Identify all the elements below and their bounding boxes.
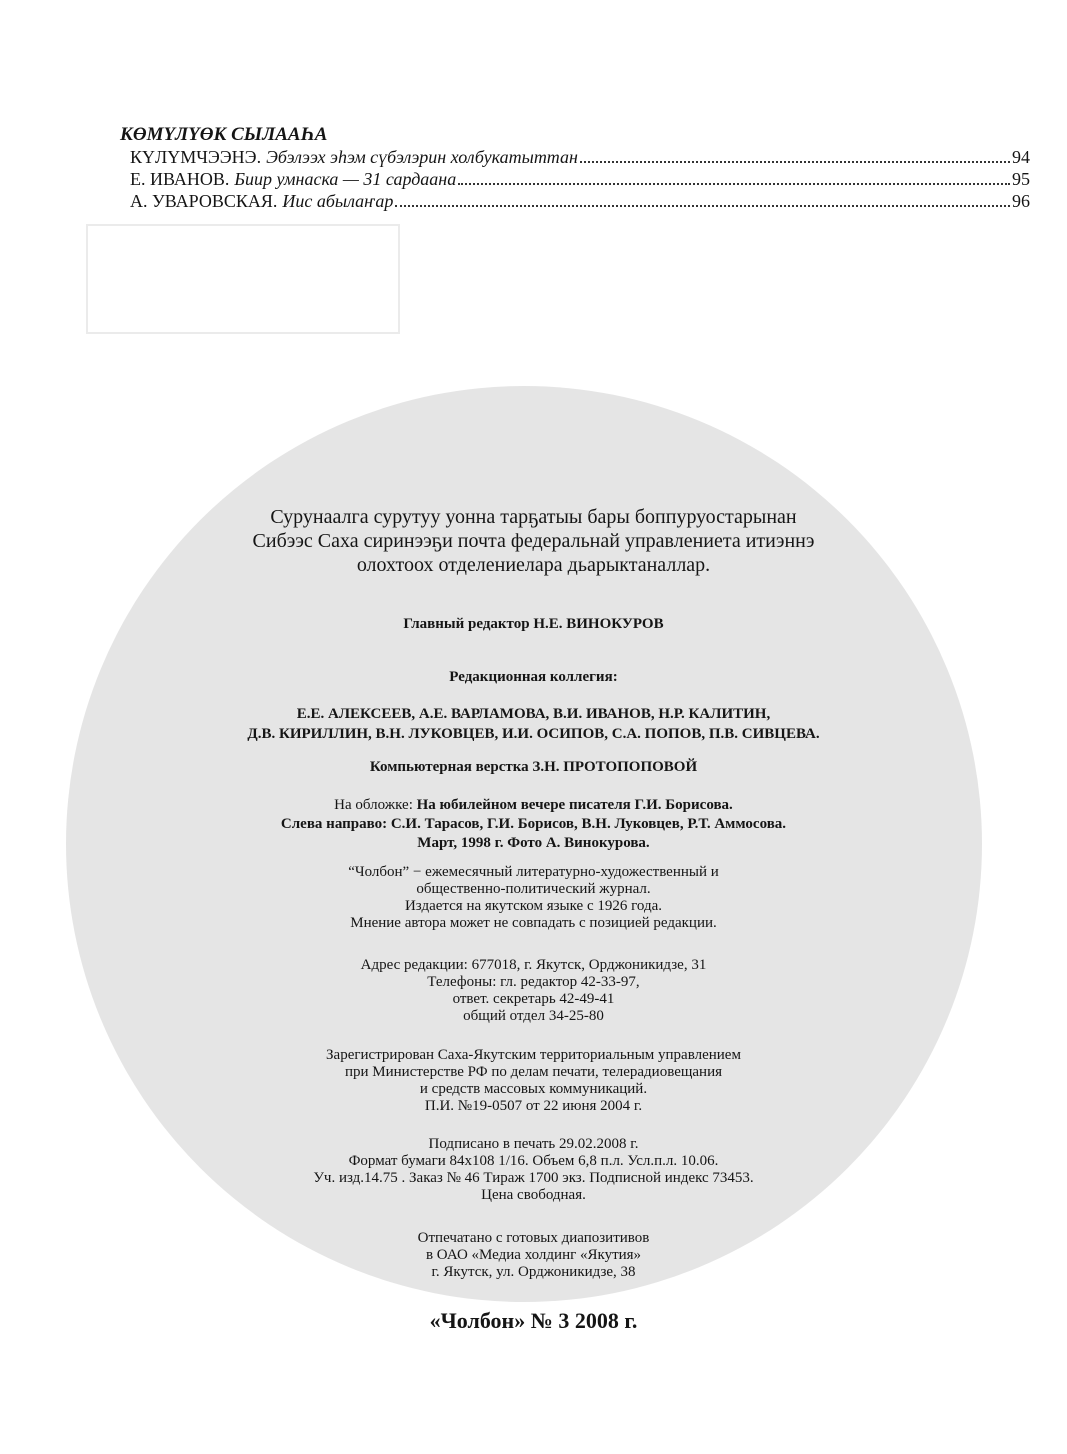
toc-page: 96 [1012,191,1030,211]
toc-title: Биир умнаска — 31 сардаана [234,169,457,189]
toc-entry [130,168,1030,190]
address-line: Адрес редакции: 677018, г. Якутск, Орджоникидзе, 31 [360,957,707,973]
cover-line: Март, 1998 г. Фото А. Винокурова. [417,835,650,851]
printer-line: г. Якутск, ул. Орджоникидзе, 38 [431,1264,636,1280]
editorial-board-title: Редакционная коллегия: [449,669,618,685]
layout-credit: Компьютерная верстка З.Н. ПРОТОПОПОВОЙ [369,759,698,775]
toc-title: Иис абылаҥар [282,191,394,211]
printer-line: в ОАО «Медиа холдинг «Якутия» [425,1247,642,1263]
description-line: Издается на якутском языке с 1926 года. [404,898,663,914]
subscription-line: Сурунаалга сурутуу уонна тарҕатыы бары боппуруостарынан [270,506,797,528]
description-line: “Чолбон” − ежемесячный литературно-художественный и [348,864,719,880]
registration-line: Зарегистрирован Саха-Якутским территориальным управлением [326,1047,741,1063]
toc-author: КҮЛҮМЧЭЭНЭ. [130,147,262,167]
toc-page: 95 [1012,169,1030,189]
cover-caption [0,796,1067,853]
editorial-address [0,957,1067,1025]
cover-label: На обложке: [334,797,413,813]
cover-line: Слева направо: С.И. Тарасов, Г.И. Борисов, В.Н. Луковцев, Р.Т. Аммосова. [280,816,787,832]
toc-page: 94 [1012,147,1030,167]
print-line: Формат бумаги 84х108 1/16. Объем 6,8 п.л. Усл.п.л. 10.06. [348,1153,719,1169]
toc-title: Эбэлээх эһэм сүбэлэрин холбукатыттан [266,147,578,167]
cover-line: На юбилейном вечере писателя Г.И. Борисова. [416,797,733,813]
table-of-contents [120,124,1030,212]
registration-line: и средств массовых коммуникаций. [419,1081,648,1097]
registration-line: при Министерстве РФ по делам печати, телерадиовещания [344,1064,723,1080]
subscription-line: олохтоох отделениелара дьарыктаналлар. [356,554,711,576]
journal-description [0,864,1067,932]
editorial-board-members [0,704,1067,744]
print-details [0,1136,1067,1204]
board-line: Е.Е. АЛЕКСЕЕВ, А.Е. ВАРЛАМОВА, В.И. ИВАНОВ, Н.Р. КАЛИТИН, [296,706,771,722]
description-line: общественно-политический журнал. [416,881,651,897]
address-line: Телефоны: гл. редактор 42-33-97, [427,974,640,990]
description-line: Мнение автора может не совпадать с позицией редакции. [350,915,717,931]
board-line: Д.В. КИРИЛЛИН, В.Н. ЛУКОВЦЕВ, И.И. ОСИПОВ, С.А. ПОПОВ, П.В. СИВЦЕВА. [247,726,820,742]
toc-leader [395,205,1010,207]
address-line: ответ. секретарь 42-49-41 [452,991,615,1007]
issue-footer: «Чолбон» № 3 2008 г. [429,1308,638,1333]
subscription-line: Сибээс Саха сиринээҕи почта федеральнай управлениета итиэннэ [252,530,815,552]
toc-author: А. УВАРОВСКАЯ. [130,191,278,211]
toc-heading: КӨМҮЛҮӨК СЫЛААҺА [120,124,328,145]
print-line: Уч. изд.14.75 . Заказ № 46 Тираж 1700 экз. Подписной индекс 73453. [313,1170,754,1186]
registration-line: П.И. №19-0507 от 22 июня 2004 г. [424,1098,643,1114]
toc-author: Е. ИВАНОВ. [130,169,230,189]
toc-entry [130,190,1030,212]
printer-info [0,1230,1067,1281]
print-line: Цена свободная. [481,1187,586,1203]
chief-editor: Главный редактор Н.Е. ВИНОКУРОВ [403,616,664,632]
toc-leader [458,183,1010,185]
toc-leader [580,161,1010,163]
address-line: общий отдел 34-25-80 [463,1008,604,1024]
subscription-note [0,505,1067,577]
toc-entry [130,146,1030,168]
faded-stamp [86,224,400,334]
print-line: Подписано в печать 29.02.2008 г. [428,1136,639,1152]
registration-info [0,1047,1067,1115]
printer-line: Отпечатано с готовых диапозитивов [417,1230,650,1246]
